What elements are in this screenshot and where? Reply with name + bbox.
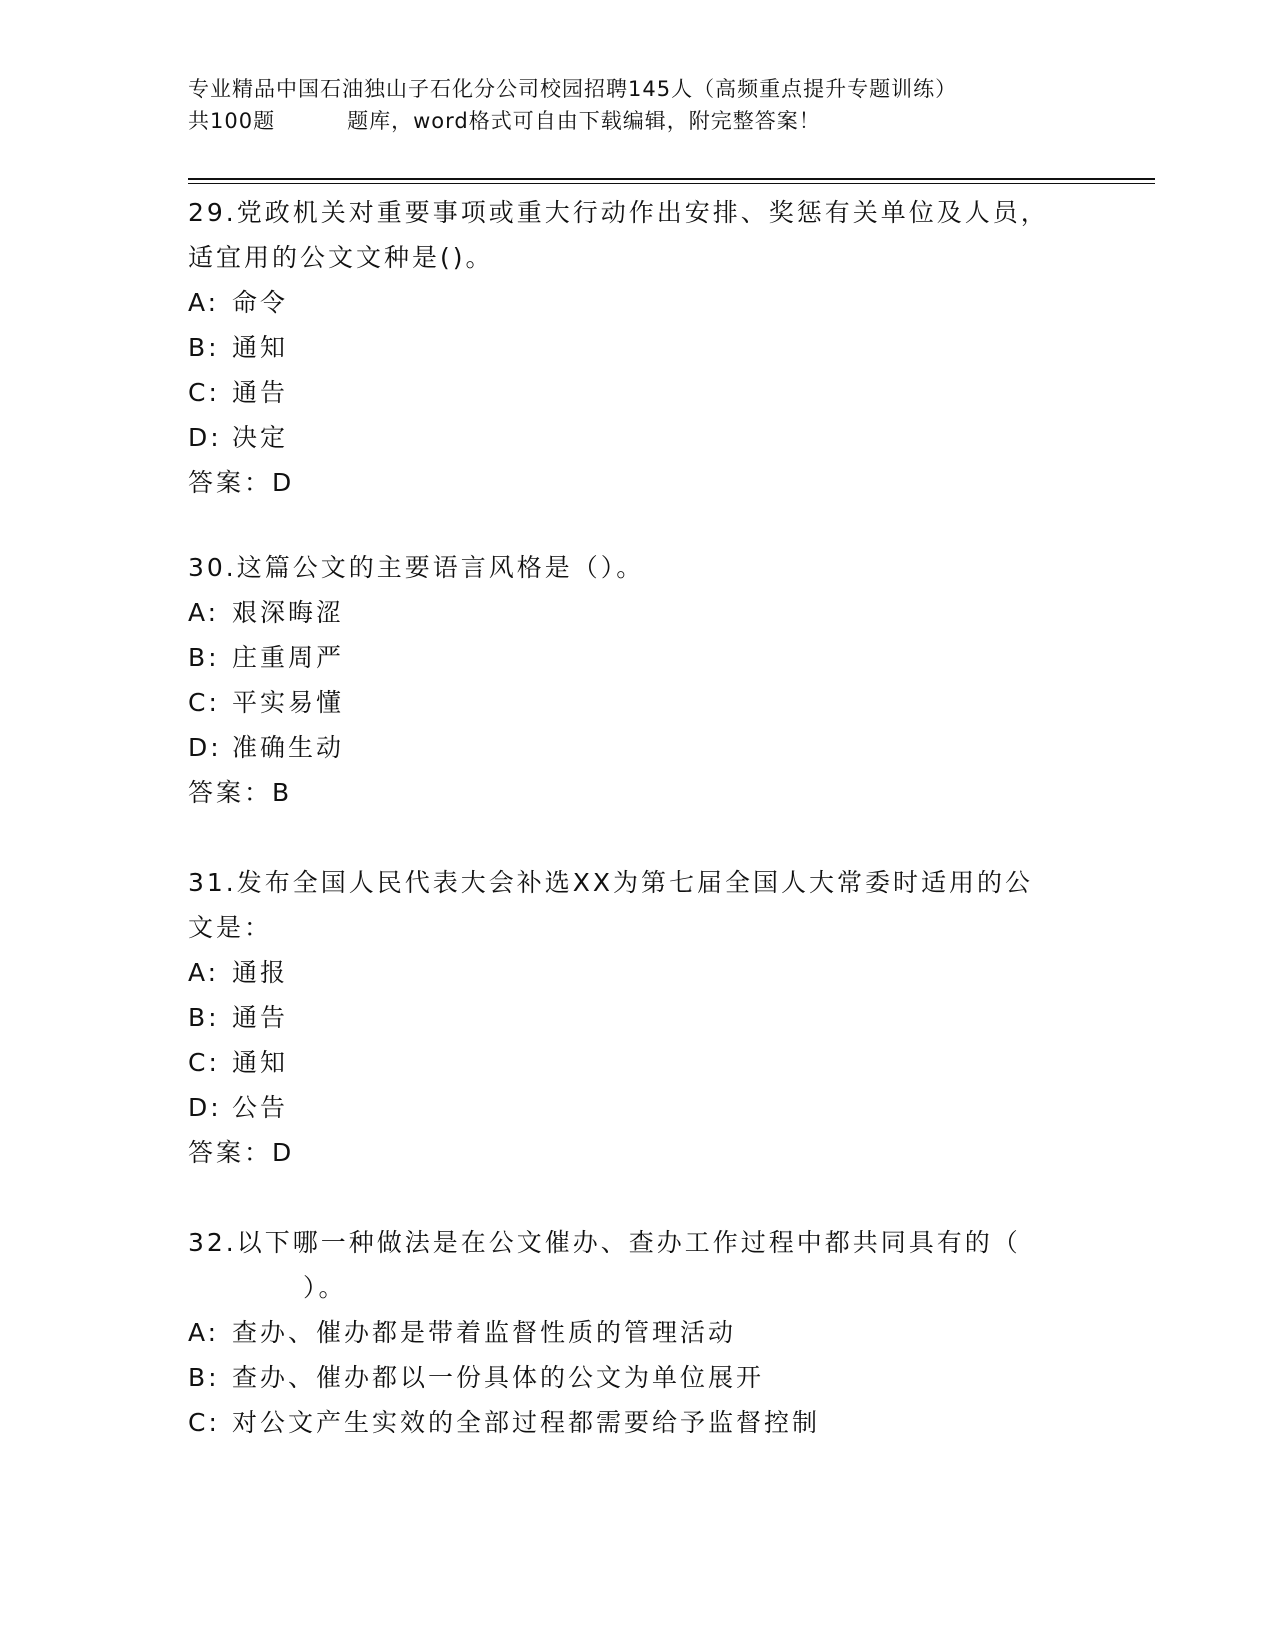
option-letter: B: — [188, 333, 220, 362]
header-divider-thin — [188, 183, 1155, 184]
option-a — [188, 1310, 1088, 1355]
question-stem-continued: 文是： — [188, 913, 273, 942]
option-b — [188, 1355, 1088, 1400]
option-text: 通告 — [232, 1003, 289, 1032]
option-letter: D: — [188, 733, 222, 762]
option-text: 决定 — [232, 423, 289, 452]
option-letter: A: — [188, 958, 220, 987]
option-text: 通知 — [232, 333, 289, 362]
option-letter: C: — [188, 378, 220, 407]
question-stem: 32.以下哪一种做法是在公文催办、查办工作过程中都共同具有的（ — [188, 1228, 1021, 1257]
option-c — [188, 680, 1088, 725]
option-letter: D: — [188, 1093, 222, 1122]
option-letter: B: — [188, 643, 220, 672]
option-letter: A: — [188, 288, 220, 317]
answer-line: 答案：B — [188, 778, 293, 807]
option-text: 通报 — [232, 958, 289, 987]
document-header — [188, 73, 1088, 137]
header-description: 题库，word格式可自由下载编辑，附完整答案！ — [347, 109, 821, 133]
option-text: 通告 — [232, 378, 289, 407]
option-letter: C: — [188, 688, 220, 717]
option-d — [188, 725, 1088, 770]
option-a — [188, 280, 1088, 325]
question-stem-continued — [188, 1265, 1088, 1310]
option-text: 准确生动 — [232, 733, 345, 762]
answer-line: 答案：D — [188, 468, 295, 497]
option-text: 命令 — [232, 288, 289, 317]
option-letter: D: — [188, 423, 222, 452]
question-stem-continued: 适宜用的公文文种是()。 — [188, 243, 494, 272]
option-b — [188, 325, 1088, 370]
option-text: 公告 — [232, 1093, 289, 1122]
option-b — [188, 635, 1088, 680]
header-divider-thick — [188, 178, 1155, 180]
option-c — [188, 370, 1088, 415]
option-letter: C: — [188, 1408, 220, 1437]
option-d — [188, 415, 1088, 460]
option-text: 查办、催办都是带着监督性质的管理活动 — [232, 1318, 737, 1347]
question-stem: 29.党政机关对重要事项或重大行动作出安排、奖惩有关单位及人员， — [188, 198, 1049, 227]
header-title-line: 专业精品中国石油独山子石化分公司校园招聘145人（高频重点提升专题训练） — [188, 77, 958, 101]
option-letter: A: — [188, 1318, 220, 1347]
option-a — [188, 950, 1088, 995]
option-text: 庄重周严 — [232, 643, 345, 672]
option-text: 查办、催办都以一份具体的公文为单位展开 — [232, 1363, 765, 1392]
header-subtitle-line — [188, 105, 1088, 137]
option-text: 平实易懂 — [232, 688, 345, 717]
option-letter: A: — [188, 598, 220, 627]
option-text: 艰深晦涩 — [232, 598, 345, 627]
option-text: 通知 — [232, 1048, 289, 1077]
question-30 — [188, 545, 1088, 815]
answer-line: 答案：D — [188, 1138, 295, 1167]
option-letter: B: — [188, 1003, 220, 1032]
option-a — [188, 590, 1088, 635]
option-c — [188, 1040, 1088, 1085]
option-c — [188, 1400, 1088, 1445]
option-d — [188, 1085, 1088, 1130]
option-text: 对公文产生实效的全部过程都需要给予监督控制 — [232, 1408, 821, 1437]
question-29 — [188, 190, 1088, 505]
option-b — [188, 995, 1088, 1040]
question-31 — [188, 860, 1088, 1175]
header-question-count: 共100题 — [188, 109, 276, 133]
option-letter: B: — [188, 1363, 220, 1392]
option-letter: C: — [188, 1048, 220, 1077]
question-stem-tail: ）。 — [303, 1273, 347, 1302]
question-32 — [188, 1220, 1088, 1445]
question-stem: 31.发布全国人民代表大会补选XX为第七届全国人大常委时适用的公 — [188, 868, 1034, 897]
question-stem: 30.这篇公文的主要语言风格是（）。 — [188, 553, 645, 582]
